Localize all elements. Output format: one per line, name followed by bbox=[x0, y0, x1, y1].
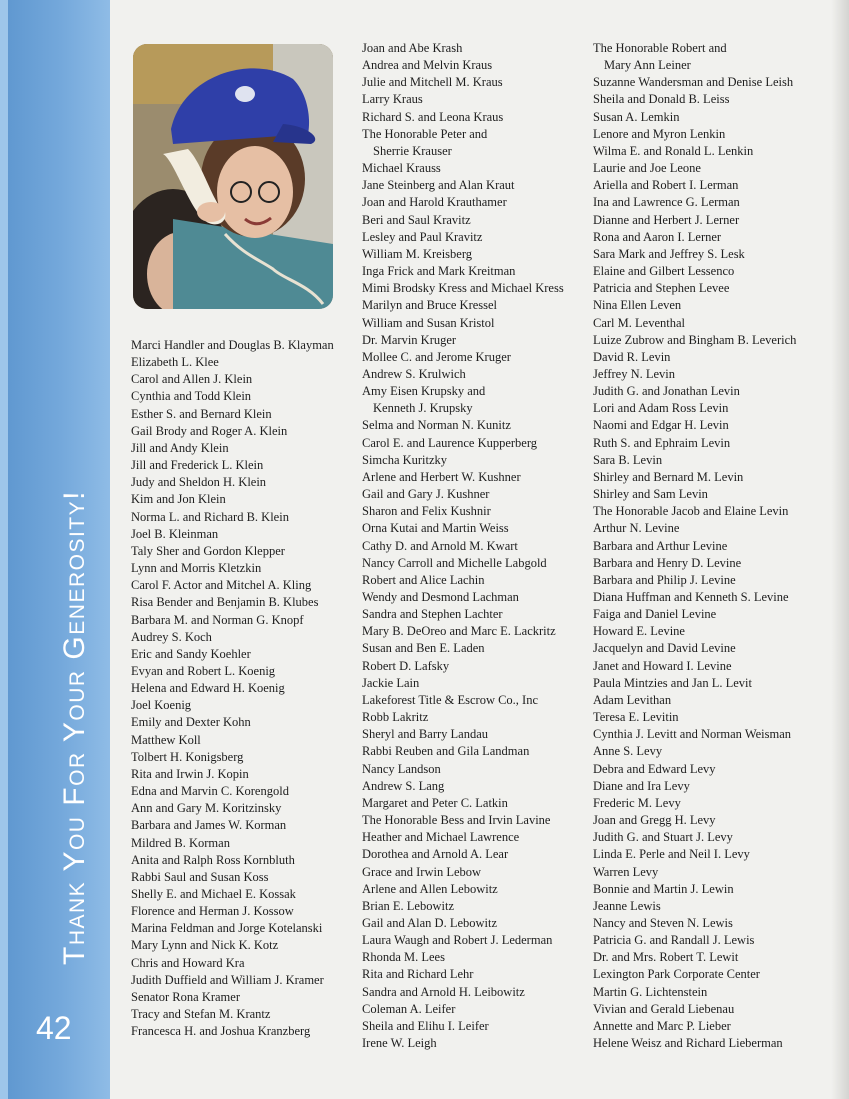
donor-name: Coleman A. Leifer bbox=[362, 1001, 456, 1016]
donor-name: Audrey S. Koch bbox=[131, 629, 212, 644]
donor-name: Matthew Koll bbox=[131, 732, 201, 747]
donor-name: Robert D. Lafsky bbox=[362, 658, 450, 673]
donor-name: Carol E. and Laurence Kupperberg bbox=[362, 435, 538, 450]
donor-name: Laura Waugh and Robert J. Lederman bbox=[362, 933, 553, 948]
donor-name: Sheryl and Barry Landau bbox=[362, 727, 489, 742]
donor-name: Sharon and Felix Kushnir bbox=[362, 504, 491, 519]
donor-name: William and Susan Kristol bbox=[362, 315, 495, 330]
donor-name: Gail Brody and Roger A. Klein bbox=[131, 423, 288, 438]
donor-name: Larry Kraus bbox=[362, 92, 423, 107]
donor-name: Heather and Michael Lawrence bbox=[362, 830, 520, 845]
photo-illustration bbox=[133, 44, 333, 309]
donor-name: Judith Duffield and William J. Kramer bbox=[131, 972, 324, 987]
donor-name: Linda E. Perle and Neil I. Levy bbox=[593, 847, 750, 862]
donor-column-1 bbox=[131, 337, 356, 1040]
donor-name: Barbara and James W. Korman bbox=[131, 818, 287, 833]
donor-name: Laurie and Joe Leone bbox=[593, 161, 701, 176]
donor-column-2 bbox=[362, 40, 587, 1052]
donor-name: Diana Huffman and Kenneth S. Levine bbox=[593, 590, 789, 604]
donor-name: Lenore and Myron Lenkin bbox=[593, 126, 726, 141]
donor-name: Lakeforest Title & Escrow Co., Inc bbox=[362, 692, 539, 707]
donor-name: Helena and Edward H. Koenig bbox=[131, 681, 285, 696]
donor-name: Andrew S. Lang bbox=[362, 778, 445, 793]
donor-name: The Honorable Peter and Sherrie Krauser bbox=[362, 126, 488, 158]
donor-name: Arlene and Allen Lebowitz bbox=[362, 881, 498, 896]
donor-name: Lynn and Morris Kletzkin bbox=[131, 561, 262, 576]
donor-name: Mary B. DeOreo and Marc E. Lackritz bbox=[362, 624, 556, 639]
donor-name: Robb Lakritz bbox=[362, 710, 429, 725]
donor-name: Tracy and Stefan M. Krantz bbox=[131, 1007, 271, 1022]
donor-name: Barbara and Henry D. Levine bbox=[593, 555, 742, 570]
donor-name: Florence and Herman J. Kossow bbox=[131, 904, 294, 919]
donor-name: Sandra and Arnold H. Leibowitz bbox=[362, 984, 525, 999]
donor-name: Annette and Marc P. Lieber bbox=[593, 1018, 731, 1033]
donor-name: Shelly E. and Michael E. Kossak bbox=[131, 887, 296, 901]
donor-name: Ann and Gary M. Koritzinsky bbox=[131, 801, 282, 816]
donor-name: Mollee C. and Jerome Kruger bbox=[362, 349, 511, 364]
donor-name: Richard S. and Leona Kraus bbox=[362, 109, 504, 124]
donor-name: Robert and Alice Lachin bbox=[362, 572, 485, 587]
donor-name: Irene W. Leigh bbox=[362, 1036, 437, 1051]
page-number: 42 bbox=[36, 1010, 72, 1046]
donor-column-3 bbox=[593, 40, 833, 1052]
donor-name: Norma L. and Richard B. Klein bbox=[131, 509, 289, 524]
donor-name: Rhonda M. Lees bbox=[362, 950, 445, 965]
sidebar-stripe bbox=[0, 0, 8, 1099]
donor-name: Nancy Carroll and Michelle Labgold bbox=[362, 555, 547, 570]
donor-name: Elizabeth L. Klee bbox=[131, 355, 219, 370]
donor-name: Shirley and Sam Levin bbox=[593, 487, 708, 502]
donor-name: Tolbert H. Konigsberg bbox=[131, 749, 244, 764]
page-edge-shadow bbox=[831, 0, 849, 1099]
donor-name: Howard E. Levine bbox=[593, 624, 685, 639]
donor-name: Gail and Gary J. Kushner bbox=[362, 487, 490, 502]
donor-name: Carol and Allen J. Klein bbox=[131, 372, 253, 387]
donor-name: Francesca H. and Joshua Kranzberg bbox=[131, 1024, 311, 1039]
donor-name: Paula Mintzies and Jan L. Levit bbox=[593, 675, 752, 690]
page-title: Thank You For Your Generosity! bbox=[58, 490, 91, 965]
donor-name: Debra and Edward Levy bbox=[593, 761, 716, 776]
donor-name: Rita and Irwin J. Kopin bbox=[131, 766, 249, 781]
donor-name: Anita and Ralph Ross Kornbluth bbox=[131, 852, 295, 867]
donor-name: Patricia G. and Randall J. Lewis bbox=[593, 933, 755, 948]
donor-name: Barbara and Philip J. Levine bbox=[593, 572, 736, 587]
volunteer-on-phone-photo bbox=[133, 44, 333, 309]
donor-name: Barbara and Arthur Levine bbox=[593, 538, 728, 553]
donor-name: David R. Levin bbox=[593, 349, 671, 364]
donor-name: Wilma E. and Ronald L. Lenkin bbox=[593, 143, 754, 158]
donor-name: Grace and Irwin Lebow bbox=[362, 864, 482, 879]
donor-name: Gail and Alan D. Lebowitz bbox=[362, 915, 498, 930]
donor-name: Sandra and Stephen Lachter bbox=[362, 607, 503, 622]
donor-name: Marina Feldman and Jorge Kotelanski bbox=[131, 921, 323, 936]
donor-name: Helene Weisz and Richard Lieberman bbox=[593, 1036, 783, 1051]
donor-name: Barbara M. and Norman G. Knopf bbox=[131, 612, 304, 627]
donor-name: Lori and Adam Ross Levin bbox=[593, 401, 729, 416]
donor-name: Carol F. Actor and Mitchel A. Kling bbox=[131, 578, 312, 593]
donor-name: Andrea and Melvin Kraus bbox=[362, 58, 493, 73]
donor-name: Judy and Sheldon H. Klein bbox=[131, 475, 267, 490]
donor-name: Dr. Marvin Kruger bbox=[362, 332, 457, 347]
sidebar bbox=[0, 0, 110, 1099]
donor-name: Beri and Saul Kravitz bbox=[362, 212, 471, 227]
donor-name: Ina and Lawrence G. Lerman bbox=[593, 195, 740, 210]
donor-name: The Honorable Bess and Irvin Lavine bbox=[362, 813, 551, 828]
donor-name: Sheila and Donald B. Leiss bbox=[593, 92, 730, 107]
donor-name: Sheila and Elihu I. Leifer bbox=[362, 1018, 489, 1033]
donor-name: Diane and Ira Levy bbox=[593, 778, 690, 793]
donor-name: Patricia and Stephen Levee bbox=[593, 281, 730, 296]
donor-name: Nina Ellen Leven bbox=[593, 298, 682, 313]
donor-name: Simcha Kuritzky bbox=[362, 452, 448, 467]
donor-name: Selma and Norman N. Kunitz bbox=[362, 418, 511, 433]
donor-name: Warren Levy bbox=[593, 864, 659, 879]
donor-name: Jackie Lain bbox=[362, 675, 420, 690]
donor-name: Susan and Ben E. Laden bbox=[362, 641, 485, 656]
donor-name: William M. Kreisberg bbox=[362, 246, 473, 261]
donor-name: Nancy Landson bbox=[362, 761, 441, 776]
donor-name: The Honorable Jacob and Elaine Levin bbox=[593, 504, 789, 519]
donor-name: Jeffrey N. Levin bbox=[593, 366, 676, 381]
donor-name: Wendy and Desmond Lachman bbox=[362, 590, 519, 604]
donor-name: Elaine and Gilbert Lessenco bbox=[593, 264, 735, 279]
donor-name: Jane Steinberg and Alan Kraut bbox=[362, 178, 515, 193]
donor-name: Dianne and Herbert J. Lerner bbox=[593, 212, 740, 227]
volunteer-hand bbox=[197, 202, 225, 222]
donor-name: Joan and Gregg H. Levy bbox=[593, 813, 716, 828]
donor-name: Jill and Frederick L. Klein bbox=[131, 458, 264, 473]
donor-name: Lesley and Paul Kravitz bbox=[362, 229, 483, 244]
donor-name: Inga Frick and Mark Kreitman bbox=[362, 264, 516, 279]
donor-name: Julie and Mitchell M. Kraus bbox=[362, 75, 503, 90]
donor-name: Sara B. Levin bbox=[593, 452, 663, 467]
donor-name: Faiga and Daniel Levine bbox=[593, 607, 717, 622]
donor-name: Sara Mark and Jeffrey S. Lesk bbox=[593, 246, 745, 261]
donor-name: The Honorable Robert and Mary Ann Leiner bbox=[593, 41, 727, 73]
cap-logo-icon bbox=[235, 86, 255, 102]
donor-name: Michael Krauss bbox=[362, 161, 441, 176]
donor-name: Naomi and Edgar H. Levin bbox=[593, 418, 729, 433]
donor-name: Orna Kutai and Martin Weiss bbox=[362, 521, 509, 536]
donor-name: Evyan and Robert L. Koenig bbox=[131, 663, 276, 678]
donor-name: Esther S. and Bernard Klein bbox=[131, 406, 272, 421]
donor-name: Andrew S. Krulwich bbox=[362, 366, 466, 381]
donor-name: Mimi Brodsky Kress and Michael Kress bbox=[362, 281, 564, 296]
donor-name: Vivian and Gerald Liebenau bbox=[593, 1001, 735, 1016]
donor-name: Mildred B. Korman bbox=[131, 835, 230, 850]
donor-name: Mary Lynn and Nick K. Kotz bbox=[131, 938, 279, 953]
donor-name: Teresa E. Levitin bbox=[593, 710, 679, 725]
donor-name: Adam Levithan bbox=[593, 692, 672, 707]
donor-name: Janet and Howard I. Levine bbox=[593, 658, 732, 673]
donor-name: Bonnie and Martin J. Lewin bbox=[593, 881, 734, 896]
donor-name: Lexington Park Corporate Center bbox=[593, 967, 760, 982]
donor-name: Anne S. Levy bbox=[593, 744, 663, 759]
donor-name: Nancy and Steven N. Lewis bbox=[593, 915, 733, 930]
donor-name: Rabbi Reuben and Gila Landman bbox=[362, 744, 530, 759]
donor-name: Jill and Andy Klein bbox=[131, 440, 229, 455]
donor-name: Rona and Aaron I. Lerner bbox=[593, 229, 722, 244]
donor-name: Ariella and Robert I. Lerman bbox=[593, 178, 739, 193]
donor-name: Arlene and Herbert W. Kushner bbox=[362, 469, 521, 484]
donor-name: Shirley and Bernard M. Levin bbox=[593, 469, 744, 484]
donor-name: Brian E. Lebowitz bbox=[362, 898, 454, 913]
donor-name: Taly Sher and Gordon Klepper bbox=[131, 543, 285, 558]
donor-name: Joel B. Kleinman bbox=[131, 526, 219, 541]
donor-name: Judith G. and Stuart J. Levy bbox=[593, 830, 733, 845]
donor-name: Suzanne Wandersman and Denise Leish bbox=[593, 75, 794, 90]
donor-name: Chris and Howard Kra bbox=[131, 955, 245, 970]
donor-name: Jeanne Lewis bbox=[593, 898, 661, 913]
donor-name: Margaret and Peter C. Latkin bbox=[362, 795, 508, 810]
donor-name: Emily and Dexter Kohn bbox=[131, 715, 251, 730]
donor-name: Eric and Sandy Koehler bbox=[131, 646, 251, 661]
donor-name: Kim and Jon Klein bbox=[131, 492, 226, 507]
donor-name: Cynthia J. Levitt and Norman Weisman bbox=[593, 727, 792, 742]
donor-name: Ruth S. and Ephraim Levin bbox=[593, 435, 731, 450]
donor-name: Frederic M. Levy bbox=[593, 795, 681, 810]
donor-name: Susan A. Lemkin bbox=[593, 109, 680, 124]
donor-name: Joan and Harold Krauthamer bbox=[362, 195, 507, 210]
donor-name: Rabbi Saul and Susan Koss bbox=[131, 869, 269, 884]
donor-name: Dr. and Mrs. Robert T. Lewit bbox=[593, 950, 739, 965]
donor-name: Judith G. and Jonathan Levin bbox=[593, 384, 740, 399]
donor-name: Arthur N. Levine bbox=[593, 521, 680, 536]
donor-name: Rita and Richard Lehr bbox=[362, 967, 474, 982]
donor-name: Amy Eisen Krupsky and Kenneth J. Krupsky bbox=[362, 384, 486, 416]
donor-name: Marci Handler and Douglas B. Klayman bbox=[131, 338, 334, 352]
donor-name: Senator Rona Kramer bbox=[131, 989, 240, 1004]
donor-name: Marilyn and Bruce Kressel bbox=[362, 298, 498, 313]
donor-name: Dorothea and Arnold A. Lear bbox=[362, 847, 509, 862]
donor-name: Risa Bender and Benjamin B. Klubes bbox=[131, 595, 319, 610]
donor-name: Cathy D. and Arnold M. Kwart bbox=[362, 538, 518, 553]
donor-name: Joel Koenig bbox=[131, 698, 192, 713]
donor-name: Luize Zubrow and Bingham B. Leverich bbox=[593, 332, 797, 347]
donor-name: Joan and Abe Krash bbox=[362, 41, 463, 55]
donor-name: Cynthia and Todd Klein bbox=[131, 389, 252, 404]
donor-name: Edna and Marvin C. Korengold bbox=[131, 784, 289, 799]
donor-name: Martin G. Lichtenstein bbox=[593, 984, 708, 999]
donor-name: Jacquelyn and David Levine bbox=[593, 641, 736, 656]
donor-name: Carl M. Leventhal bbox=[593, 315, 685, 330]
